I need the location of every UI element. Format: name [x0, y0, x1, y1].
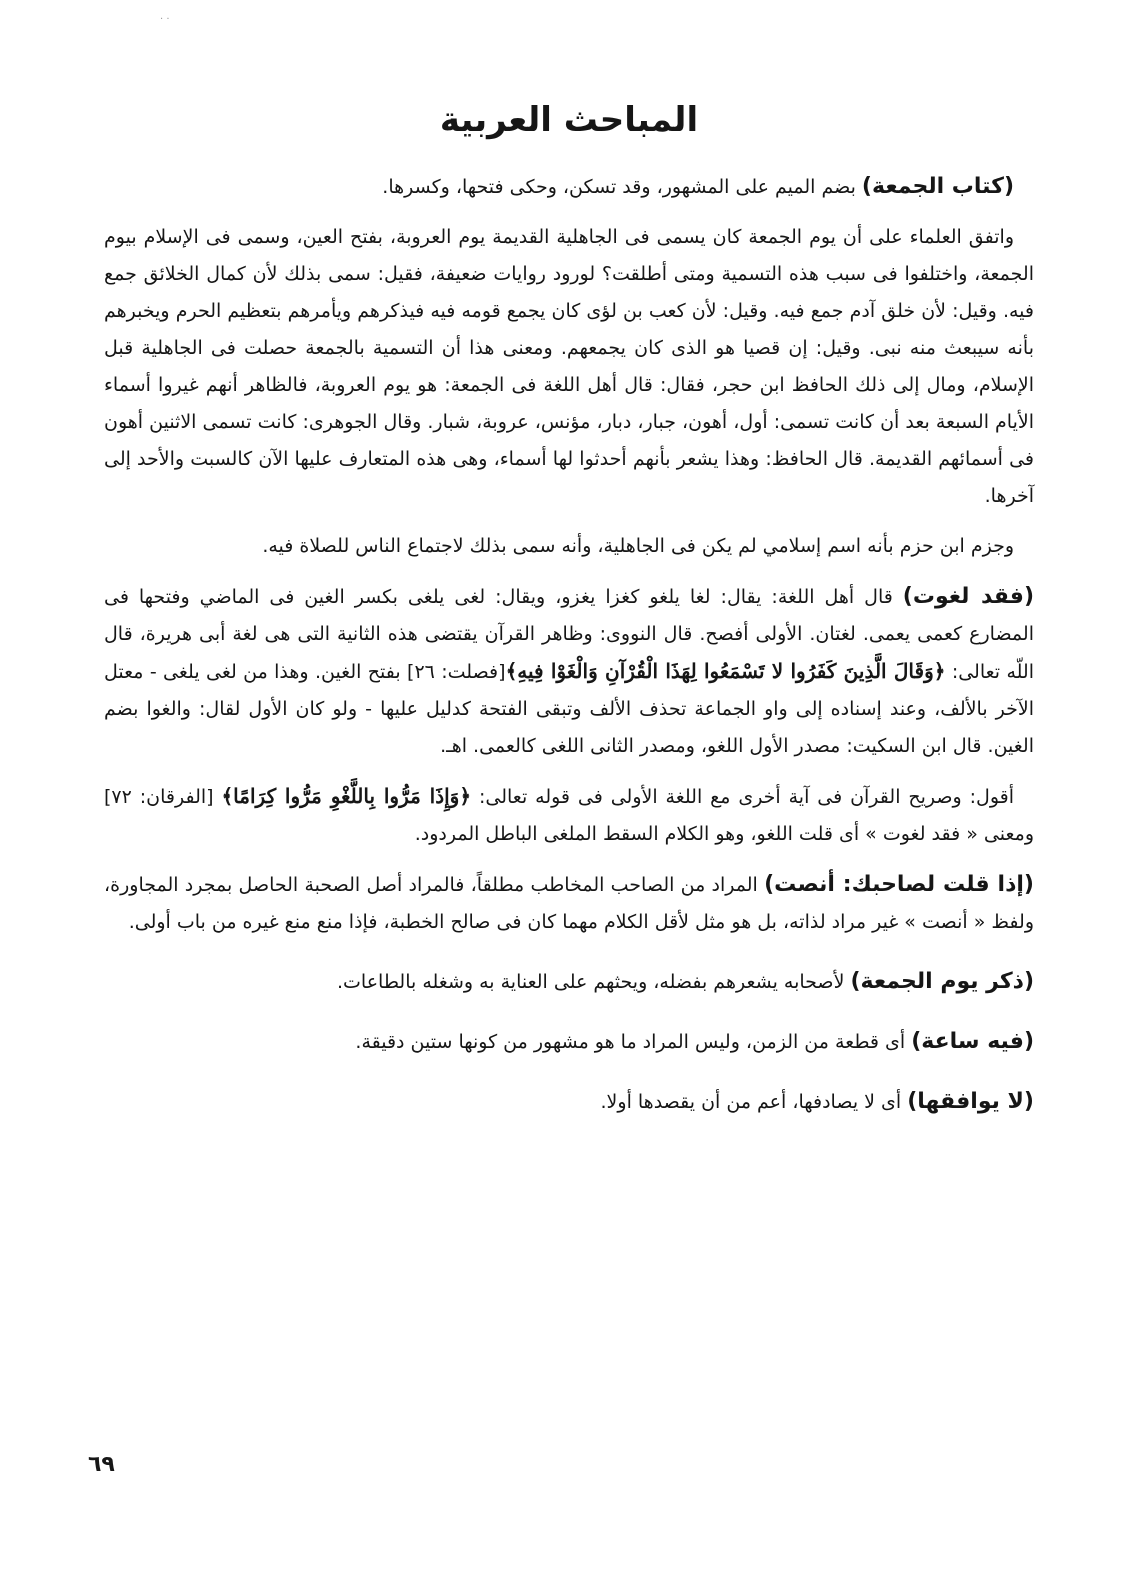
section-text: أقول: وصريح القرآن فى آية أخرى مع اللغة الأولى فى قوله تعالى:	[471, 786, 1014, 808]
section-heading: (إذا قلت لصاحبك: أنصت)	[764, 872, 1034, 897]
section-fihi-saa	[104, 1023, 1034, 1061]
section-faqad-laghawt	[104, 578, 1034, 765]
document-page	[104, 92, 1034, 1532]
section-text: أى قطعة من الزمن، وليس المراد ما هو مشهور من كونها ستين دقيقة.	[355, 1031, 912, 1053]
section-kitab-aljumua	[104, 168, 1034, 206]
section-text-cont: [فصلت: ٢٦] بفتح الغين. وهذا من لغى يلغى - معتل الآخر بالألف، وعند إسناده إلى واو الجماعة تحذف الألف وتبقى الفتحة كدليل عليها - ولو كان الأول لقال: والغوا بضم الغين. قال ابن السكيت: مصدر الأول اللغو، ومصدر الثانى اللغى كالعمى. اهـ.	[104, 661, 1034, 757]
section-text: وجزم ابن حزم بأنه اسم إسلامي لم يكن فى الجاهلية، وأنه سمى بذلك لاجتماع الناس للصلاة فيه.	[262, 535, 1014, 557]
section-heading: (فيه ساعة)	[911, 1029, 1034, 1054]
section-text: أى لا يصادفها، أعم من أن يقصدها أولا.	[600, 1091, 908, 1113]
section-dhikr-yawm	[104, 963, 1034, 1001]
section-la-yuwafiquha	[104, 1083, 1034, 1121]
section-ittafaq	[104, 219, 1034, 515]
section-text: لأصحابه يشعرهم بفضله، ويحثهم على العناية به وشغله بالطاعات.	[336, 971, 851, 993]
section-text: واتفق العلماء على أن يوم الجمعة كان يسمى فى الجاهلية القديمة يوم العروبة، بفتح العين، وسمى فى الإسلام بيوم الجمعة، واختلفوا فى سبب هذه التسمية ومتى أطلقت؟ لورود روايات ضعيفة، فقيل: سمى بذلك لأن كمال الخلائق جمع فيه. وقيل: لأن خلق آدم جمع فيه. وقيل: لأن كعب بن لؤى كان يجمع قومه فيه فيذكرهم ويأمرهم بتعظيم الحرم ويخبرهم بأنه سيبعث منه نبى. وقيل: إن قصيا هو الذى كان يجمعهم. ومعنى هذا أن التسمية بالجمعة حصلت فى الجاهلية قبل الإسلام، ومال إلى ذلك الحافظ ابن حجر، فقال: قال أهل اللغة فى الجمعة: هو يوم العروبة، فالظاهر أنهم غيروا أسماء الأيام السبعة بعد أن كانت تسمى: أول، أهون، جبار، دبار، مؤنس، عروبة، شبار. وقال الجوهرى: كانت تسمى الاثنين أهون فى أسمائهم القديمة. قال الحافظ: وهذا يشعر بأنهم أحدثوا لها أسماء، وهى هذه المتعارف عليها الآن كالسبت والأحد إلى آخرها.	[104, 226, 1034, 507]
page-title: المباحث العربية	[439, 100, 699, 140]
scan-corner-mark: · ·	[160, 14, 170, 25]
quran-verse: ﴿وَقَالَ الَّذِينَ كَفَرُوا لا تَسْمَعُوا لِهَذَا الْقُرْآنِ وَالْغَوْا فِيهِ﴾	[505, 659, 946, 683]
quran-verse: ﴿وَإِذَا مَرُّوا بِاللَّغْوِ مَرُّوا كِرَامًا﴾	[221, 784, 472, 808]
section-idha-qulta	[104, 866, 1034, 941]
section-aqul	[104, 778, 1034, 853]
page-number: ٦٩	[88, 1452, 115, 1477]
section-heading: (لا يوافقها)	[907, 1089, 1034, 1114]
section-heading: (فقد لغوت)	[902, 584, 1034, 609]
section-text-cont: [الفرقان: ٧٢] ومعنى « فقد لغوت » أى قلت اللغو، وهو الكلام السقط الملغى الباطل المردود.	[104, 786, 1034, 845]
section-heading: (كتاب الجمعة)	[861, 174, 1014, 199]
section-ibn-hazm	[104, 528, 1034, 565]
section-text: المراد من الصاحب المخاطب مطلقاً، فالمراد أصل الصحبة الحاصل بمجرد المجاورة، ولفظ « أنصت » غير مراد لذاته، بل هو مثل لأقل الكلام مهما كان فى صالح الخطبة، فإذا منع منع غيره من باب أولى.	[104, 874, 1034, 933]
section-text: بضم الميم على المشهور، وقد تسكن، وحكى فتحها، وكسرها.	[382, 176, 862, 198]
section-heading: (ذكر يوم الجمعة)	[850, 969, 1034, 994]
section-text: قال أهل اللغة: يقال: لغا يلغو كغزا يغزو، ويقال: لغى يلغى بكسر الغين فى الماضي وفتحها فى المضارع كعمى يعمى. لغتان. الأولى أفصح. قال النووى: وظاهر القرآن يقتضى هذه الثانية التى هى لغة أبى هريرة، قال اللّه تعالى:	[104, 586, 1034, 683]
